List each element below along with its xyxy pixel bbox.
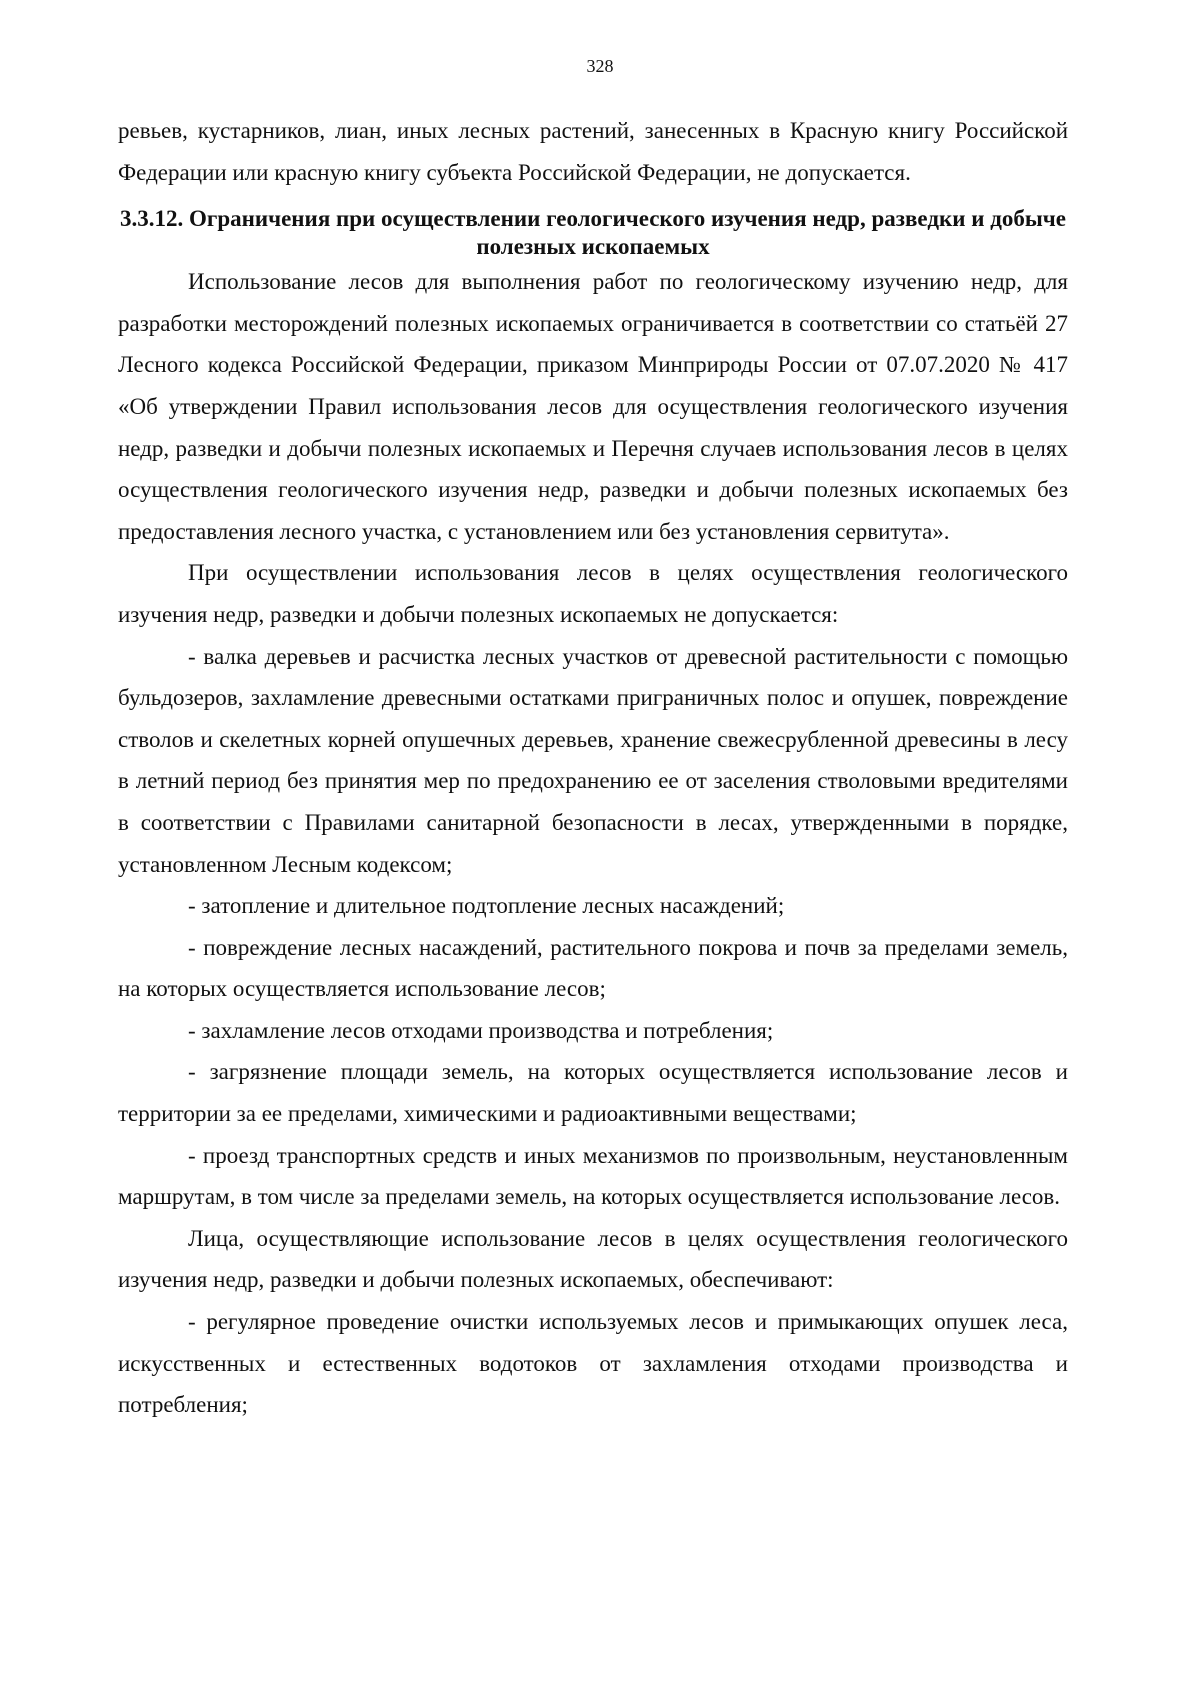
list-item: - повреждение лесных насаждений, растительного покрова и почв за пределами земель, на которых осуществляется использование лесов;	[118, 934, 1068, 1002]
list-item: - регулярное проведение очистки используемых лесов и примыкающих опушек леса, искусственных и естественных водотоков от захламления отходами производства и потребления;	[118, 1309, 1068, 1418]
page-body	[118, 110, 1068, 1426]
section-heading: 3.3.12. Ограничения при осуществлении геологического изучения недр, разведки и добыче полезных ископаемых	[120, 206, 1066, 260]
list-item: - валка деревьев и расчистка лесных участков от древесной растительности с помощью бульдозеров, захламление древесными остатками приграничных полос и опушек, повреждение стволов и скелетных корней опушечных деревьев, хранение свежесрубленной древесины в лесу в летний период без принятия мер по предохранению ее от заселения стволовыми вредителями в соответствии с Правилами санитарной безопасности в лесах, утвержденными в порядке, установленном Лесным кодексом;	[118, 643, 1068, 877]
list-item: - затопление и длительное подтопление лесных насаждений;	[188, 893, 785, 919]
page-number: 328	[586, 56, 614, 76]
list-item: - захламление лесов отходами производства и потребления;	[188, 1017, 774, 1043]
continuation-paragraph: ревьев, кустарников, лиан, иных лесных растений, занесенных в Красную книгу Российской Федерации или красную книгу субъекта Российской Федерации, не допускается.	[118, 118, 1068, 185]
body-paragraph: При осуществлении использования лесов в целях осуществления геологического изучения недр, разведки и добычи полезных ископаемых не допускается:	[118, 560, 1068, 627]
list-item: - загрязнение площади земель, на которых осуществляется использование лесов и территории за ее пределами, химическими и радиоактивными веществами;	[118, 1059, 1068, 1127]
body-paragraph: Лица, осуществляющие использование лесов в целях осуществления геологического изучения недр, разведки и добычи полезных ископаемых, обеспечивают:	[118, 1225, 1068, 1293]
body-paragraph: Использование лесов для выполнения работ по геологическому изучению недр, для разработки месторождений полезных ископаемых ограничивается в соответствии со статьёй 27 Лесного кодекса Российской Федерации, приказом Минприроды России от 07.07.2020 № 417 «Об утверждении Правил использования лесов для осуществления геологического изучения недр, разведки и добычи полезных ископаемых и Перечня случаев использования лесов в целях осуществления геологического изучения недр, разведки и добычи полезных ископаемых без предоставления лесного участка, с установлением или без установления сервитута».	[118, 269, 1068, 544]
list-item: - проезд транспортных средств и иных механизмов по произвольным, неустановленным маршрутам, в том числе за пределами земель, на которых осуществляется использование лесов.	[118, 1142, 1068, 1210]
